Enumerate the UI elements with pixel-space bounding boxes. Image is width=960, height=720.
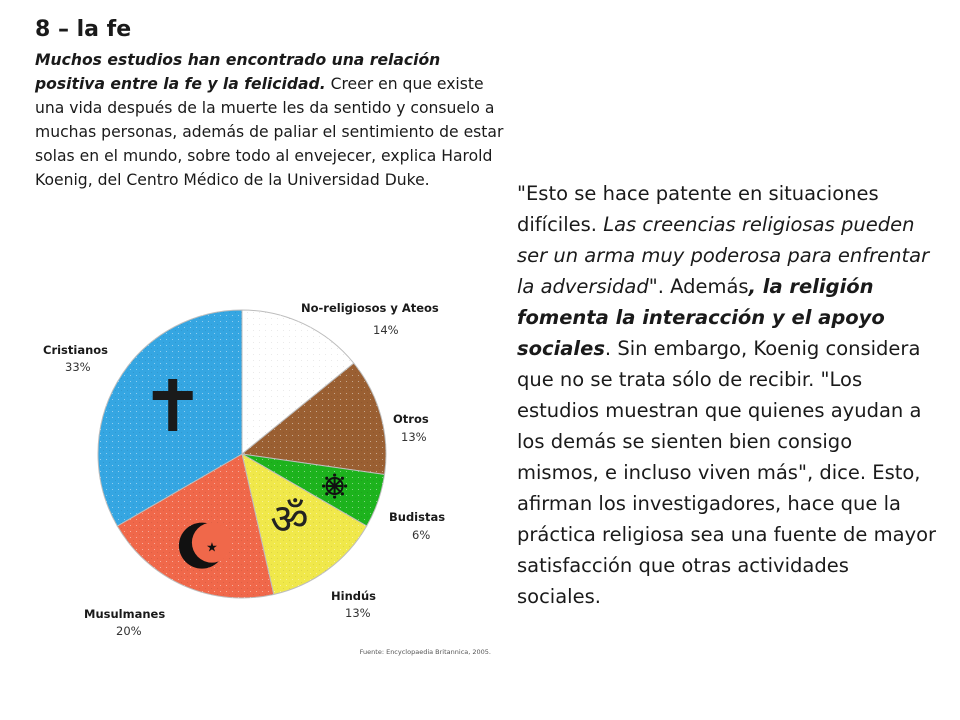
- quote-connector: . Además: [657, 275, 749, 298]
- chart-source-note: Fuente: Encyclopaedia Britannica, 2005.: [359, 648, 491, 656]
- slice-label-musulmanes: Musulmanes: [84, 607, 166, 621]
- slice-percent-otros: 13%: [401, 430, 427, 444]
- left-text-block: [35, 16, 505, 192]
- slice-percent-cristianos: 33%: [65, 360, 91, 374]
- intro-body: Creer en que existe una vida después de la muerte les da sentido y consuelo a muchas personas, además de paliar el sentimiento de estar solas en el mundo, sobre todo al envejecer, explica Harold Koenig, del Centro Médico de la Universidad Duke.: [35, 75, 504, 189]
- slice-percent-budistas: 6%: [412, 528, 431, 542]
- intro-highlight: Muchos estudios han encontrado una relación positiva entre la fe y la felicidad.: [35, 51, 441, 93]
- slice-label-otros: Otros: [393, 412, 429, 426]
- dharma-wheel-icon: [322, 473, 347, 498]
- svg-text:★: ★: [206, 540, 218, 556]
- quote-opening: "Esto se hace patente en situaciones difíciles.: [517, 182, 879, 236]
- slide-title: 8 – la fe: [35, 17, 132, 42]
- slice-label-hindus: Hindús: [331, 589, 377, 603]
- slice-label-cristianos: Cristianos: [43, 343, 109, 357]
- om-icon: [270, 494, 308, 543]
- religion-pie-chart: [33, 290, 497, 667]
- quote-italic: Las creencias religiosas pueden ser un arma muy poderosa para enfrentar la adversidad": [517, 213, 930, 298]
- slice-label-budistas: Budistas: [389, 510, 446, 524]
- quote-paragraph: [517, 178, 937, 612]
- slice-label-no-religiosos-y-ateos: No-religiosos y Ateos: [301, 301, 439, 315]
- slice-percent-musulmanes: 20%: [116, 624, 142, 638]
- slice-percent-hindus: 13%: [345, 606, 371, 620]
- intro-paragraph: [35, 48, 505, 192]
- quote-highlight: , la religión fomenta la interacción y el apoyo sociales: [517, 275, 885, 360]
- quote-closing: . Sin embargo, Koenig considera que no se trata sólo de recibir. "Los estudios muestran que quienes ayudan a los demás se sienten bien consigo mismos, e incluso viven más", dice. Esto, afirman los investigadores, hace que la práctica religiosa sea una fuente de mayor satisfacción que otras actividades sociales.: [517, 337, 937, 608]
- slice-percent-no-religiosos-y-ateos: 14%: [373, 323, 399, 337]
- svg-text:ॐ: ॐ: [270, 494, 309, 544]
